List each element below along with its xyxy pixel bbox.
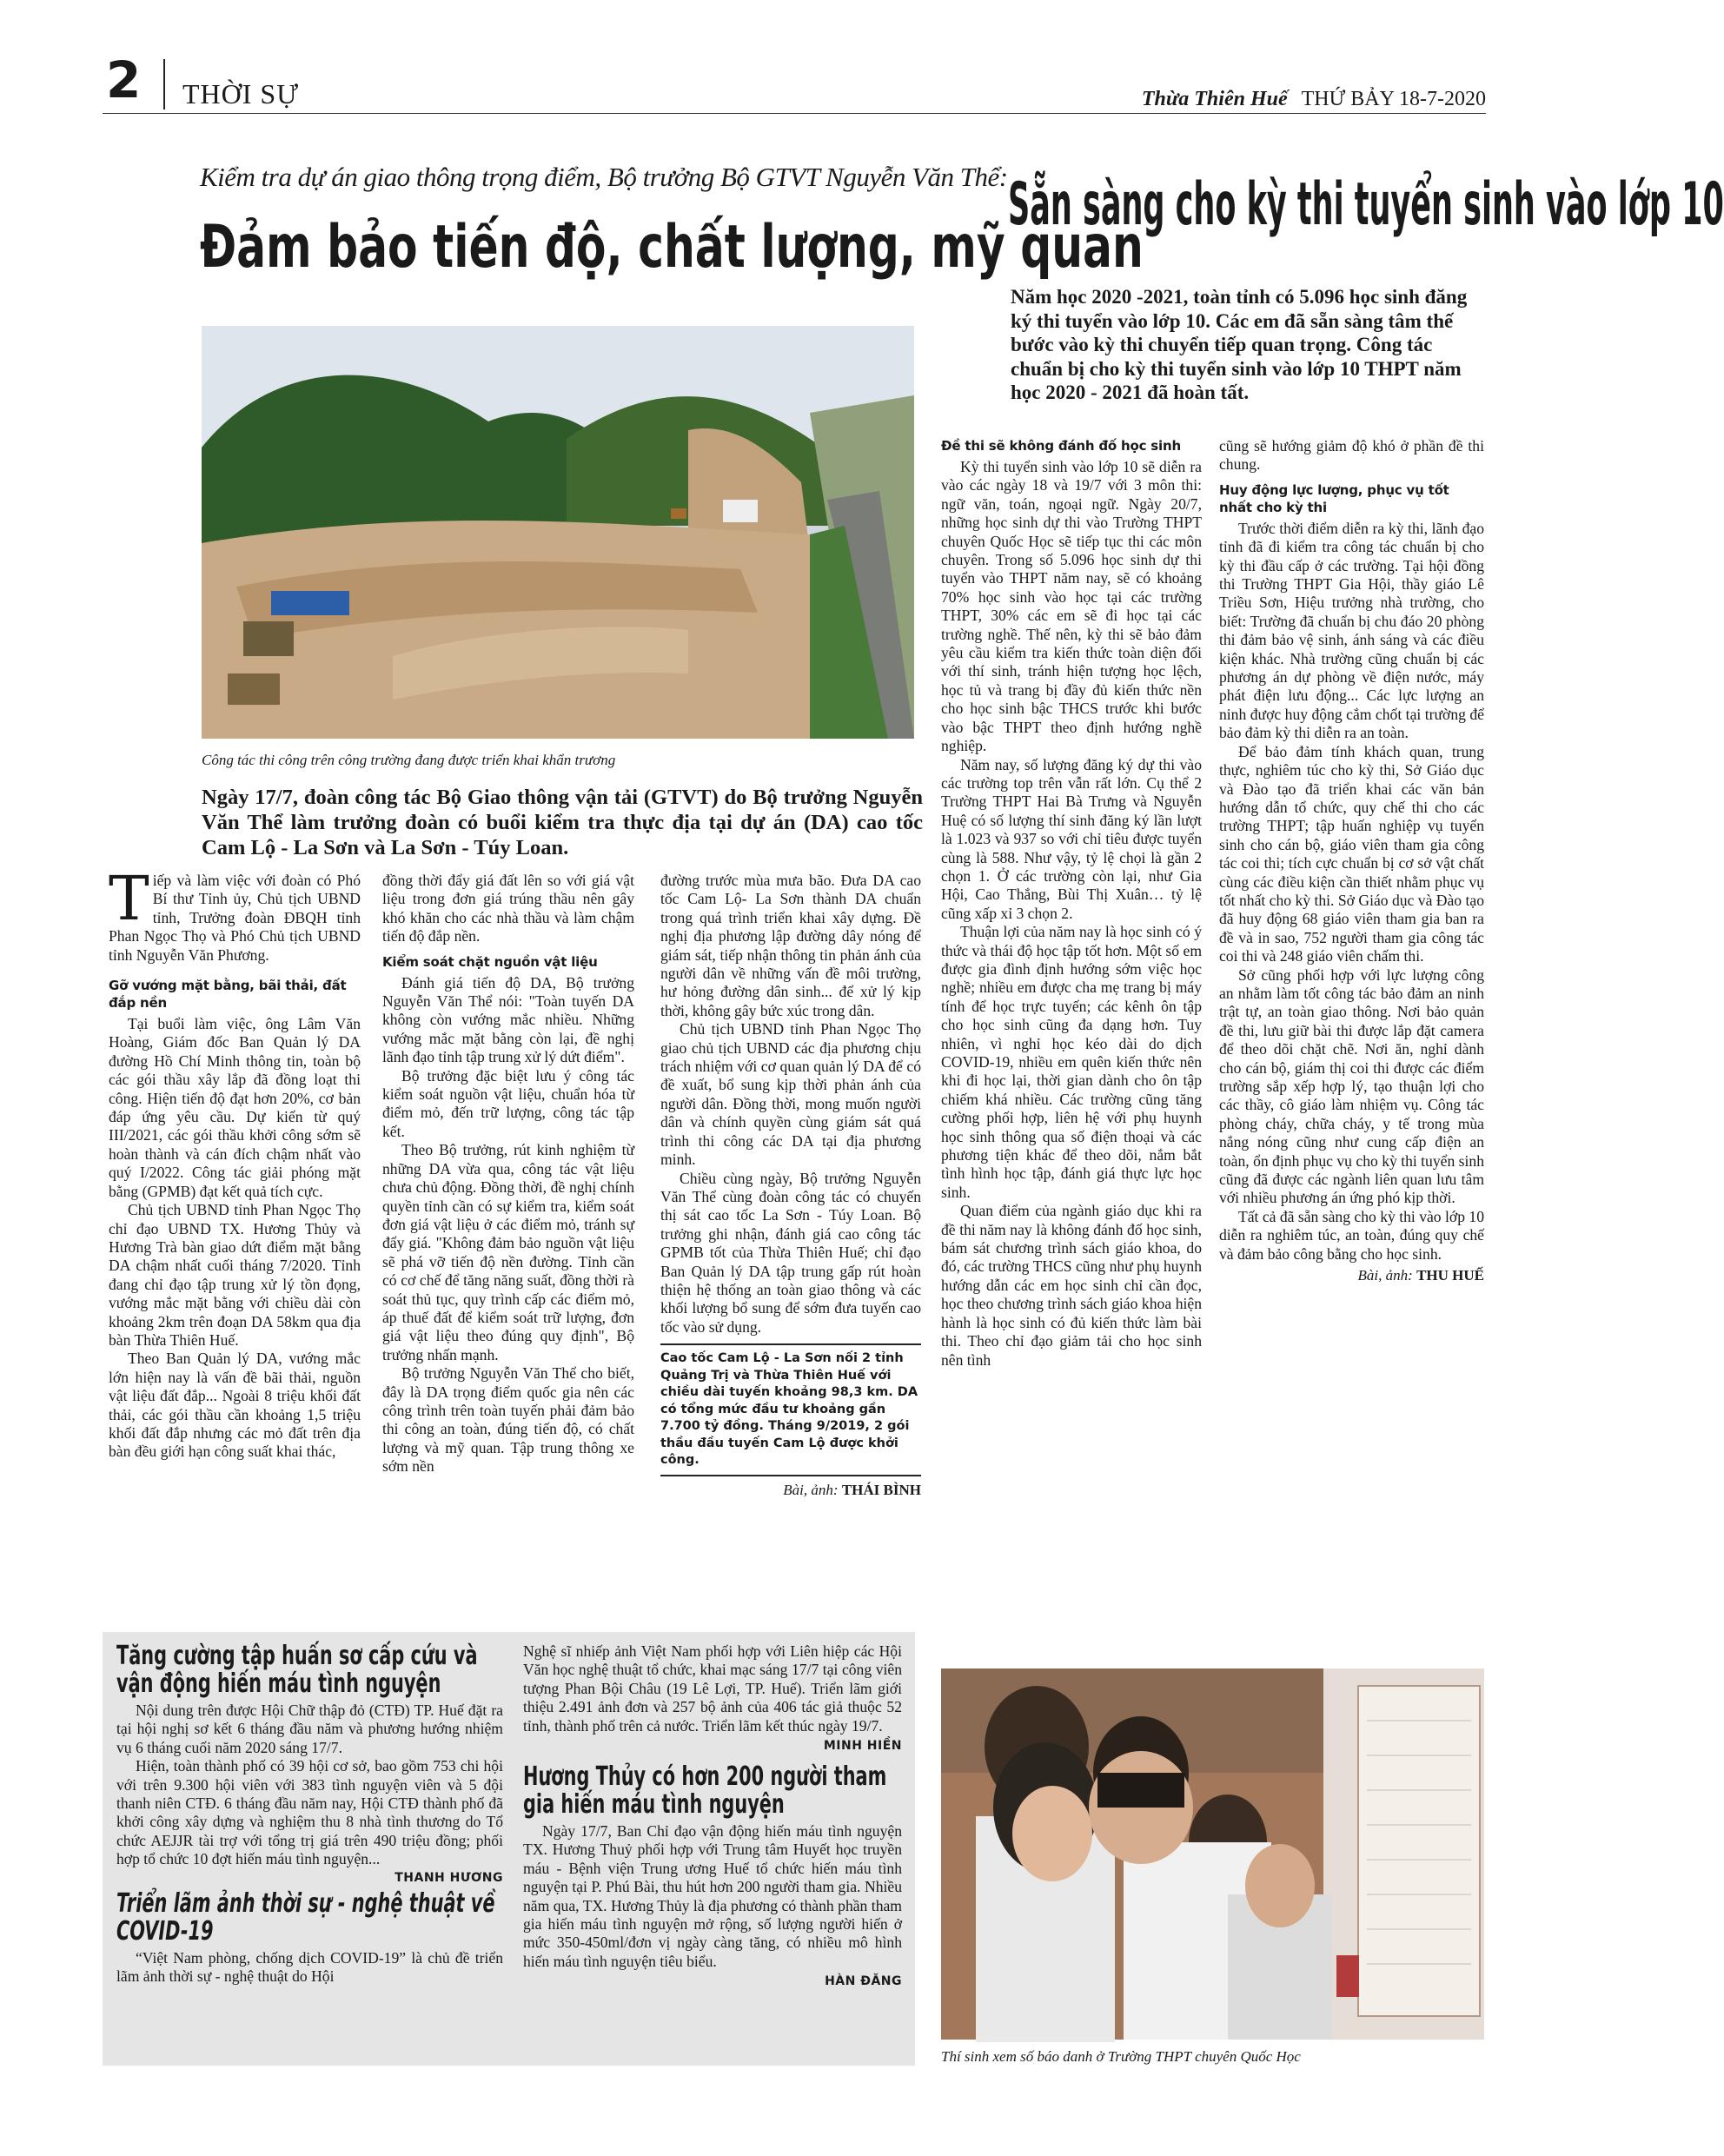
article1-paragraph: đồng thời đẩy giá đất lên so với giá vật liệu trong đơn giá trúng thầu nên gây khó khăn cho các nhà thầu và làm chậm tiến độ đắp nền. (382, 872, 634, 945)
article1-paragraph: Chủ tịch UBND tỉnh Phan Ngọc Thọ giao chủ tịch UBND các địa phương chịu trách nhiệm với cơ quan quản lý DA để có đề xuất, bổ sung kịp thời phản ánh của người dân. Đồng thời, mong muốn người dân và chính quyền cùng giám sát quá trình thi công các DA tại địa phương minh. (660, 1020, 921, 1169)
article1-headline: Đảm bảo tiến độ, chất lượng, mỹ quan (200, 213, 1144, 282)
brief-paragraph: Nội dung trên được Hội Chữ thập đỏ (CTĐ) TP. Huế đặt ra tại hội nghị sơ kết 6 tháng đầu năm và phương hướng nhiệm vụ 6 tháng cuối năm 2020 sáng 17/7. (116, 1702, 503, 1756)
article1-paragraph: Theo Bộ trưởng, rút kinh nghiệm từ những DA vừa qua, công tác vật liệu chưa chủ động. Đồng thời, đề nghị chính quyền tỉnh cần có sự kiểm tra, kiểm soát đơn giá vật liệu ở các điểm mỏ, tránh sự đẩy giá. "Không đảm bảo nguồn vật liệu sẽ phá vỡ tiến độ nền đường. Tỉnh cần có cơ chế để tăng năng suất, đồng thời rà soát thủ tục, quy trình cấp các điểm mỏ, áp thuế đất để kiểm soát trữ lượng, đơn giá vật liệu theo đúng quy định", Bộ trưởng nhấn mạnh. (382, 1141, 634, 1363)
article2-paragraph: Thuận lợi của năm nay là học sinh có ý thức và thái độ học tập tốt hơn. Một số em được gia đình định hướng sớm việc học nghề; nhiều em được cha mẹ trang bị máy tính để học trực tuyến; các kênh ôn tập cho học sinh cũng đa dạng hơn. Tuy nhiên, vì nghỉ học kéo dài do dịch COVID-19, nhiều em quên kiến thức nên khi đi học lại, thời gian dành cho ôn tập chiếm khá nhiều. Các trường cũng tăng cường phối hợp, liên hệ với phụ huynh học sinh thông qua số điện thoại và các phương tiện khác để theo dõi, nắm bắt tình hình học tập, đánh giá thực lực học sinh. (941, 923, 1202, 1201)
article2-paragraph: Năm nay, số lượng đăng ký dự thi vào các trường top trên vẫn rất lớn. Cụ thể 2 Trường THPT Hai Bà Trưng và Nguyễn Huệ có số lượng thí sinh đăng ký lần lượt là 1.023 và 937 so với chỉ tiêu được tuyển cùng là 588. Như vậy, tỷ lệ chọi là gần 2 chọn 1. Ở các trường còn lại, như Gia Hội, Cao Thắng, Bùi Thị Xuân… tỷ lệ cũng xấp xỉ 3 chọn 2. (941, 755, 1202, 922)
article2-paragraph: cũng sẽ hướng giảm độ khó ở phần đề thi chung. (1219, 437, 1484, 474)
brief-headline: Hương Thủy có hơn 200 người tham gia hiến máu tình nguyện (523, 1761, 887, 1821)
header-rule (103, 113, 1486, 114)
paper-name: Thừa Thiên Huế (1141, 88, 1288, 110)
article1-paragraph: Theo Ban Quản lý DA, vướng mắc lớn hiện nay là vấn đề bãi thải, nguồn vật liệu đất đắp... Ngoài 8 triệu khối đất thải, các gói thầu cần khoảng 1,5 triệu khối đất đắp nhưng các mỏ đất trên địa bàn đều giới hạn công suất khai thác, (109, 1350, 361, 1461)
article1-paragraph: Chiều cùng ngày, Bộ trưởng Nguyễn Văn Thể cùng đoàn công tác có chuyến thị sát cao tốc La Sơn - Túy Loan. Bộ trưởng ghi nhận, đánh giá cao công tác GPMB tốt của Thừa Thiên Huế; chỉ đạo Ban Quản lý DA tập trung gấp rút hoàn thiện hệ thống an toàn giao thông và các khối lượng bổ sung để sớm đưa tuyến cao tốc vào sử dụng. (660, 1169, 921, 1336)
construction-site-photo (202, 326, 914, 739)
article1-kicker: Kiểm tra dự án giao thông trọng điểm, Bộ trưởng Bộ GTVT Nguyễn Văn Thể: (200, 162, 1008, 192)
brief-author: THANH HƯƠNG (395, 1870, 503, 1885)
brief-author: HÀN ĐĂNG (825, 1974, 902, 1989)
article2-column-1 (941, 437, 1202, 1370)
article2-lead: Năm học 2020 -2021, toàn tỉnh có 5.096 học sinh đăng ký thi tuyển vào lớp 10. Các em đã sẵn sàng tâm thế bước vào kỳ thi chuyển tiếp quan trọng. Công tác chuẩn bị cho kỳ thi tuyển sinh vào lớp 10 THPT năm học 2020 - 2021 đã hoàn tất. (1011, 286, 1468, 403)
brief-headline: Tăng cường tập huấn sơ cấp cứu và vận động hiến máu tình nguyện (116, 1641, 478, 1699)
section-title: THỜI SỰ (182, 78, 300, 109)
brief-author: MINH HIỀN (823, 1739, 902, 1754)
article2-paragraph: Kỳ thi tuyển sinh vào lớp 10 sẽ diễn ra vào các ngày 18 và 19/7 với 3 môn thi: ngữ văn, toán, ngoại ngữ. Ngày 20/7, những học sinh dự thi vào Trường THPT chuyên Quốc Học sẽ tiếp tục thi các môn chuyên. Trong số 5.096 học sinh dự thi tuyển vào THPT năm nay, sẽ có khoảng 70% học sinh vào học tại các trường THPT, 30% các em sẽ đi học tại các trường nghề. Thế nên, kỳ thi sẽ bảo đảm yêu cầu kiểm tra kiến thức toàn diện đối với thí sinh, tránh hiện tượng học lệch, học tủ và trang bị đầy đủ kiến thức nền cho học sinh bậc THCS trước khi bước vào bậc THPT theo định hướng nghề nghiệp. (941, 458, 1202, 755)
article2-byline: Bài, ảnh: THU HUẾ (1357, 1267, 1484, 1284)
article1-paragraph: Đánh giá tiến độ DA, Bộ trưởng Nguyễn Văn Thể nói: "Toàn tuyến DA không còn vướng mắc nhiều. Những vướng mắc mặt bằng còn lại, đề nghị lãnh đạo tỉnh tập trung xử lý dứt điểm". (382, 973, 634, 1066)
article2-headline: Sẵn sàng cho kỳ thi tuyển sinh vào lớp 10 (1008, 170, 1724, 239)
students-image (941, 1668, 1484, 2040)
article2-paragraph: Tất cả đã sẵn sàng cho kỳ thi vào lớp 10 diễn ra nghiêm túc, an toàn, đúng quy chế và đảm bảo công bằng cho học sinh. (1219, 1207, 1484, 1263)
page-header (103, 52, 1486, 115)
students-photo-caption: Thí sinh xem số báo danh ở Trường THPT chuyên Quốc Học (941, 2048, 1301, 2065)
students-photo (941, 1668, 1484, 2040)
article1-paragraph: Chủ tịch UBND tỉnh Phan Ngọc Thọ chỉ đạo UBND TX. Hương Thủy và Hương Trà bàn giao dứt điểm mặt bằng DA chậm nhất cuối tháng 7/2020. Tỉnh đang chỉ đạo tập trung xử lý tồn đọng, vướng mắc mặt bằng với chiều dài còn khoảng 2km trên đoạn DA 58km qua địa bàn Thừa Thiên Huế. (109, 1201, 361, 1349)
brief-paragraph: Ngày 17/7, Ban Chỉ đạo vận động hiến máu tình nguyện TX. Hương Thuỷ phối hợp với Trung tâm Huyết học truyền máu - Bệnh viện Trung ương Huế tổ chức hiến máu tình nguyện tại P. Phú Bài, thu hút hơn 200 người tham gia. Nhiều năm qua, TX. Hương Thủy là địa phương có thành phần tham gia hiến máu tình nguyện mở rộng, số lượng người hiến ở mức 350-450ml/đơn vị ngày càng tăng, có nhiều mô hình hiến máu tình nguyện tiêu biểu. (523, 1822, 902, 1970)
article1-byline: Bài, ảnh: THÁI BÌNH (783, 1481, 921, 1498)
brief-paragraph: Nghệ sĩ nhiếp ảnh Việt Nam phối hợp với Liên hiệp các Hội Văn học nghệ thuật tổ chức, khai mạc sáng 17/7 tại công viên tượng Phan Bội Châu (19 Lê Lợi, TP. Huế). Triển lãm giới thiệu 2.491 ảnh đơn và 257 bộ ảnh của 406 tác giả thuộc 52 tỉnh, thành phố trên cả nước. Triển lãm kết thúc ngày 19/7. (523, 1642, 902, 1735)
header-divider (163, 59, 165, 109)
article2-paragraph: Để bảo đảm tính khách quan, trung thực, nghiêm túc cho kỳ thi, Sở Giáo dục và Đào tạo đã triển khai các văn bản hướng dẫn tổ chức, quy chế thi cho các trường THPT; tập huấn nghiệp vụ tuyển sinh cho cán bộ, giáo viên tham gia công tác coi thi; tích cực chuẩn bị cơ sở vật chất cùng các điều kiện cần thiết nhằm phục vụ tốt nhất cho kỳ thi. Sở Giáo dục và Đào tạo đã huy động 68 giáo viên tham gia ban ra đề và in sao, 752 người tham gia công tác coi thi và 248 giáo viên chấm thi. (1219, 742, 1484, 965)
article1-paragraph: Bộ trưởng Nguyễn Văn Thể cho biết, đây là DA trọng điểm quốc gia nên các công trình trên toàn tuyến phải đảm bảo thi công an toàn, đúng tiến độ, có chất lượng và mỹ quan. Tập trung thông xe sớm nền (382, 1364, 634, 1476)
article2-subhead: Huy động lực lượng, phục vụ tốt nhất cho kỳ thi (1219, 481, 1449, 515)
article2-paragraph: Quan điểm của ngành giáo dục khi ra đề thi năm nay là không đánh đố học sinh, bám sát chương trình sách giáo khoa, do đó, các trường THCS cũng như phụ huynh hướng dẫn các em học sinh chỉ cần đọc, học theo chương trình sách giáo khoa hiện hành là học sinh có đủ kiến thức làm bài thi. Theo chỉ đạo giảm tải cho học sinh nên tình (941, 1202, 1202, 1369)
construction-photo-caption: Công tác thi công trên công trường đang được triển khai khẩn trương (202, 752, 616, 768)
news-brief-column-1 (116, 1642, 503, 1986)
article1-infobox (660, 1343, 921, 1476)
article1-paragraph: Bộ trưởng đặc biệt lưu ý công tác kiểm soát nguồn vật liệu, chuẩn hóa từ điểm mỏ, đến trữ lượng, công tác tập kết. (382, 1066, 634, 1140)
article2-paragraph: Trước thời điểm diễn ra kỳ thi, lãnh đạo tỉnh đã đi kiểm tra công tác chuẩn bị cho kỳ thi đầu cấp ở các trường. Tại hội đồng thi Trường THPT Gia Hội, thầy giáo Lê Triều Sơn, Hiệu trưởng nhà trường, cho biết: Trường đã chuẩn bị chu đáo 20 phòng thi đảm bảo vệ sinh, ánh sáng và các điều kiện khác. Nhà trường cũng chuẩn bị các phương án dự phòng về điện nước, máy phát điện lưu động... Các lực lượng an ninh được huy động cắm chốt tại trường để bảo đảm kỳ thi diễn ra an toàn. (1219, 519, 1484, 742)
article1-lead: Ngày 17/7, đoàn công tác Bộ Giao thông vận tải (GTVT) do Bộ trưởng Nguyễn Văn Thể làm trưởng đoàn có buổi kiểm tra thực địa tại dự án (DA) cao tốc Cam Lộ - La Sơn và La Sơn - Túy Loan. (202, 786, 923, 859)
article2-paragraph: Sở cũng phối hợp với lực lượng công an nhằm làm tốt công tác bảo đảm an ninh trật tự, an toàn giao thông. Nơi bảo quản đề thi, lưu giữ bài thi được lắp đặt camera để theo dõi chặt chẽ. Nơi ăn, nghỉ dành cho cán bộ, giám thị coi thi được các điểm trường sắp xếp hợp lý, tạo thuận lợi cho các thầy, cô giáo làm nhiệm vụ. Công tác phòng cháy, chữa cháy, y tế trong mùa nắng nóng cũng như cung cấp điện an toàn, ổn định phục vụ cho kỳ thi tuyển sinh cũng đã được các ngành liên quan lưu tâm với nhiều phương án ứng phó kịp thời. (1219, 965, 1484, 1207)
article1-column-3 (660, 872, 921, 1499)
news-brief-column-2 (523, 1642, 902, 1988)
infobox-text: Cao tốc Cam Lộ - La Sơn nối 2 tỉnh Quảng Trị và Thừa Thiên Huế với chiều dài tuyến khoảng 98,3 km. DA có tổng mức đầu tư khoảng gần 7.700 tỷ đồng. Tháng 9/2019, 2 gói thầu đầu tuyến Cam Lộ được khởi công. (660, 1351, 918, 1468)
article1-subhead: Kiểm soát chặt nguồn vật liệu (382, 953, 598, 970)
brief-paragraph: “Việt Nam phòng, chống dịch COVID-19” là chủ đề triển lãm ảnh thời sự - nghệ thuật do Hội (116, 1948, 503, 1986)
dropcap: T (109, 863, 149, 934)
header-paper (1142, 87, 1486, 111)
article1-paragraph: đường trước mùa mưa bão. Đưa DA cao tốc Cam Lộ- La Sơn thành DA chuẩn trong quá trình triển khai xây dựng. Đề nghị địa phương lập đường dây nóng để giám sát, tiếp nhận thông tin phản ánh của người dân về những vấn đề môi trường, hư hỏng đường dân sinh... để xử lý kịp thời, không gây bức xúc trong dân. (660, 872, 921, 1019)
brief-headline: Triển lãm ảnh thời sự - nghệ thuật về COVID-19 (116, 1887, 495, 1947)
article1-subhead: Gỡ vướng mặt bằng, bãi thải, đất đắp nền (109, 978, 347, 1012)
article1-paragraph: iếp và làm việc với đoàn có Phó Bí thư Tỉnh ủy, Chủ tịch UBND tỉnh, Trưởng đoàn ĐBQH tỉnh Phan Ngọc Thọ và Phó Chủ tịch UBND tỉnh Nguyễn Văn Phương. (109, 872, 361, 964)
construction-site-image (202, 326, 914, 739)
article1-column-2 (382, 872, 634, 1476)
brief-paragraph: Hiện, toàn thành phố có 39 hội cơ sở, bao gồm 753 chi hội với trên 9.300 hội viên với 383 tình nguyện viên và 5 đội thanh niên CTĐ. 6 tháng đầu năm nay, Hội CTĐ thành phố đã khởi công xây dựng và nghiệm thu 8 nhà tình thương do Tổ chức AEJJR tài trợ với tổng trị giá trên 490 triệu đồng; phối hợp tổ chức 10 đợt hiến máu tình nguyện... (116, 1757, 503, 1868)
article2-column-2 (1219, 437, 1484, 1284)
news-brief-box (103, 1632, 915, 2066)
article2-subhead: Đề thi sẽ không đánh đố học sinh (941, 438, 1181, 454)
issue-date: THỨ BẢY 18-7-2020 (1301, 88, 1486, 110)
article1-column-1 (109, 863, 361, 1462)
article1-paragraph: Tại buổi làm việc, ông Lâm Văn Hoàng, Giám đốc Ban Quản lý DA đường Hồ Chí Minh thông tin, toàn bộ các gói thầu xây lắp đã đồng loạt thi công. Hiện tiến độ đạt hơn 20%, cơ bản đáp ứng yêu cầu. Dự kiến từ quý III/2021, các gói thầu khởi công sớm sẽ hoàn thành và cán đích chậm nhất vào quý I/2022. Công tác giải phóng mặt bằng (GPMB) đạt kết quả tích cực. (109, 1015, 361, 1200)
page-number: 2 (106, 50, 142, 109)
